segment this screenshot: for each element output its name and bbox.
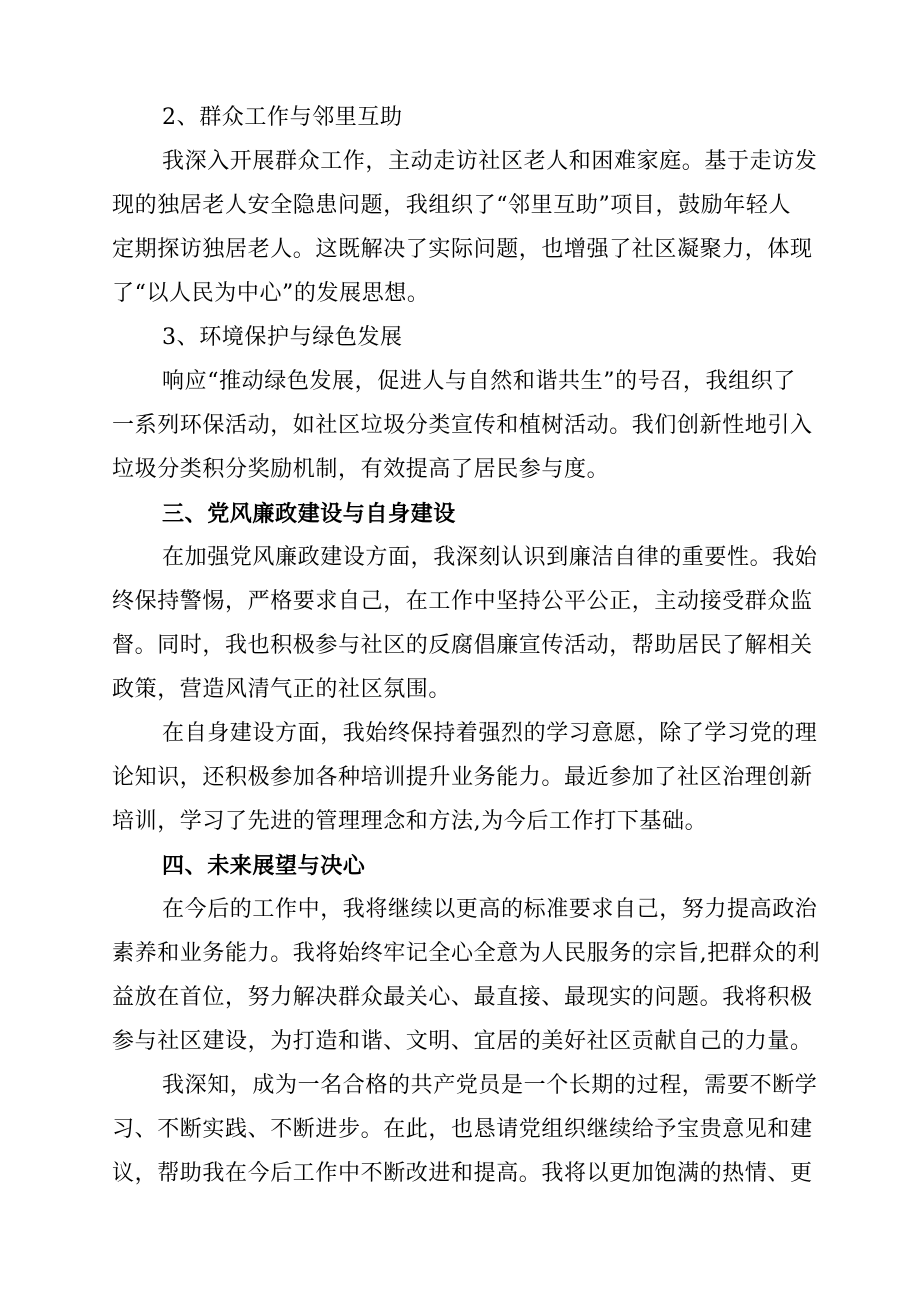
- text-line: 培训，学习了先进的管理理念和方法,为今后工作打下基础。: [112, 809, 708, 834]
- text-line: 响应“推动绿色发展，促进人与自然和谐共生”的号召，我组织了: [162, 369, 796, 394]
- text-line: 2、群众工作与邻里互助: [162, 105, 403, 130]
- text-line: 现的独居老人安全隐患问题，我组织了“邻里互助”项目，鼓励年轻人: [112, 193, 792, 218]
- text-line: 在自身建设方面，我始终保持着强烈的学习意愿，除了学习党的理: [162, 721, 818, 746]
- text-line: 在加强党风廉政建设方面，我深刻认识到廉洁自律的重要性。我始: [162, 545, 818, 570]
- text-line: 益放在首位，努力解决群众最关心、最直接、最现实的问题。我将积极: [112, 985, 813, 1010]
- text-line: 论知识，还积极参加各种培训提升业务能力。最近参加了社区治理创新: [112, 765, 813, 790]
- text-line: 素养和业务能力。我将始终牢记全心全意为人民服务的宗旨,把群众的利: [112, 941, 821, 966]
- text-line: 垃圾分类积分奖励机制，有效提高了居民参与度。: [112, 457, 610, 482]
- text-line: 政策，营造风清气正的社区氛围。: [112, 677, 452, 702]
- text-line: 习、不断实践、不断进步。在此，也恳请党组织继续给予宝贵意见和建: [112, 1117, 813, 1142]
- text-line: 参与社区建设，为打造和谐、文明、宜居的美好社区贡献自己的力量。: [112, 1029, 813, 1054]
- text-line: 我深入开展群众工作，主动走访社区老人和困难家庭。基于走访发: [162, 149, 818, 174]
- document-body: [112, 96, 830, 1196]
- text-line: 定期探访独居老人。这既解决了实际问题，也增强了社区凝聚力，体现: [112, 237, 813, 262]
- text-line: 议，帮助我在今后工作中不断改进和提高。我将以更加饱满的热情、更: [112, 1161, 813, 1186]
- text-line: 了“以人民为中心”的发展思想。: [112, 281, 430, 306]
- text-line: 终保持警惕，严格要求自己，在工作中坚持公平公正，主动接受群众监: [112, 589, 813, 614]
- text-line: 一系列环保活动，如社区垃圾分类宣传和植树活动。我们创新性地引入: [112, 413, 813, 438]
- section-heading: 三、党风廉政建设与自身建设: [162, 501, 456, 527]
- text-line: 我深知，成为一名合格的共产党员是一个长期的过程，需要不断学: [162, 1073, 818, 1098]
- section-heading: 四、未来展望与决心: [162, 853, 366, 879]
- text-line: 3、环境保护与绿色发展: [162, 325, 403, 350]
- text-line: 督。同时，我也积极参与社区的反腐倡廉宣传活动，帮助居民了解相关: [112, 633, 813, 658]
- text-line: 在今后的工作中，我将继续以更高的标准要求自己，努力提高政治: [162, 897, 818, 922]
